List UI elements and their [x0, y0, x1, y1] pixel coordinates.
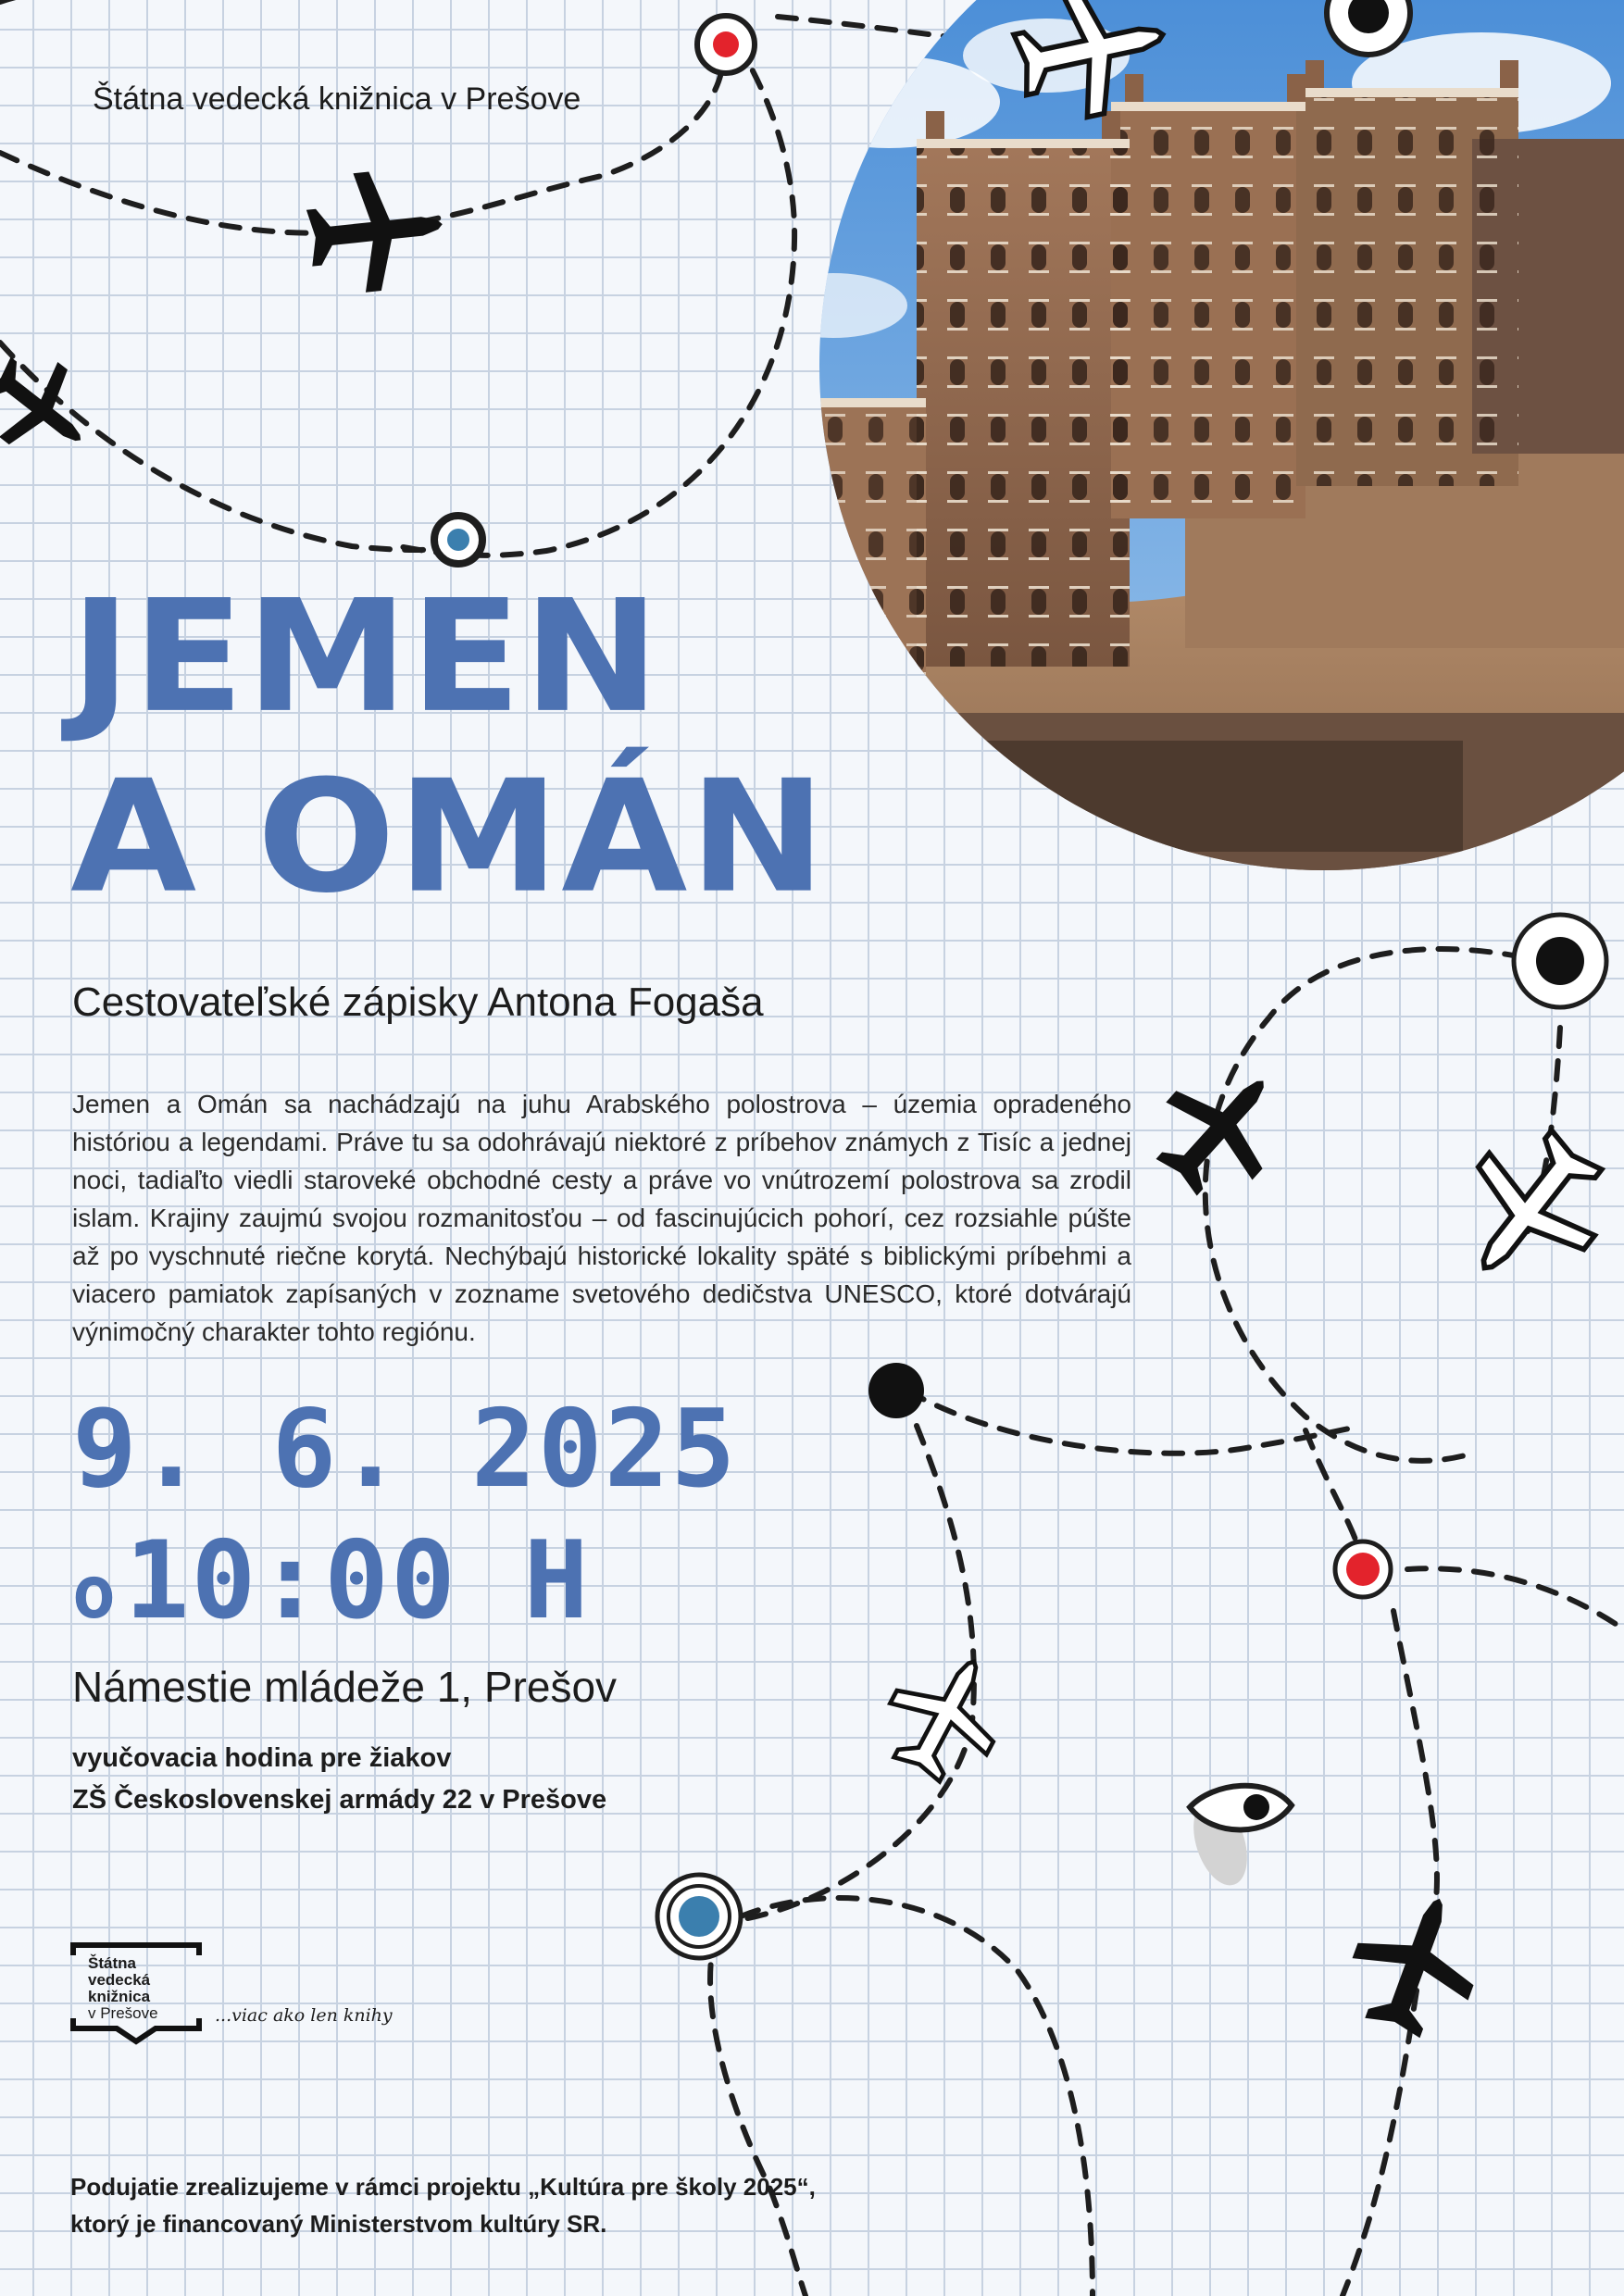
event-description: Jemen a Omán sa nachádzajú na juhu Arabského polostrova – územia opradeného históriou a legendami. Práve tu sa odohrávajú niektoré z príbehov známych z Tisíc a jednej noci, tadiaľto viedli staroveké obchodné cesty a práve vo vnútrozemí polostrova sa zrodil islam. Krajiny zaujmú svojou rozmanitosťou – od fascinujúcich pohorí, cez rozsiahle púšte až po vyschnuté riečne korytá. Nechýbajú historické lokality späté s biblickými príbehmi a viacero pamiatok zapísaných v zozname svetového dedičstva UNESCO, ktoré dotvárajú výnimočný charakter tohto regiónu. [72, 1090, 1131, 1346]
project-note-line-1: Podujatie zrealizujeme v rámci projektu „Kultúra pre školy 2025“, [70, 2173, 816, 2201]
pin-red-top [697, 16, 755, 73]
subtitle: Cestovateľské zápisky Antona Fogaša [72, 980, 764, 1025]
library-logo [88, 1955, 158, 2022]
logo-line-3: knižnica [88, 1988, 151, 2005]
pin-black-right [1514, 915, 1606, 1007]
pin-blue-upper [434, 516, 482, 564]
project-note [70, 2168, 816, 2242]
airplane-icon [1432, 1109, 1624, 1309]
logo-line-2: vedecká [88, 1971, 151, 1989]
page-title [70, 567, 828, 928]
pin-black-top [1327, 0, 1410, 55]
event-address: Námestie mládeže 1, Prešov [72, 1663, 618, 1711]
project-note-line-2: ktorý je financovaný Ministerstvom kultúry SR. [70, 2210, 607, 2238]
logo-slogan: ...viac ako len knihy [215, 2005, 393, 2026]
logo-line-4: v Prešove [88, 2004, 158, 2022]
time-value: 10:00 H [124, 1518, 591, 1643]
event-time [72, 1518, 590, 1643]
logo-line-1: Štátna [88, 1954, 136, 1972]
pin-red-lower [1335, 1541, 1391, 1597]
airplane-icon [0, 337, 110, 477]
event-audience [72, 1738, 606, 1821]
title-line-2: A OMÁN [70, 746, 828, 928]
airplane-icon [303, 165, 448, 298]
time-prefix: o [72, 1552, 116, 1635]
institution-name: Štátna vedecká knižnica v Prešove [93, 81, 581, 117]
audience-line-1: vyučovacia hodina pre žiakov [72, 1743, 452, 1773]
event-date: 9. 6. 2025 [72, 1387, 738, 1512]
pin-blue-lower [657, 1875, 741, 1958]
airplane-icon [868, 1636, 1022, 1795]
palace-photo [759, 0, 1624, 880]
airplane-icon [1133, 1042, 1306, 1217]
airplane-icon [1334, 1878, 1497, 2049]
pin-eye [1183, 1786, 1292, 1892]
pin-black-dot [868, 1363, 924, 1418]
title-line-1: JEMEN [70, 567, 662, 747]
audience-line-2: ZŠ Československej armády 22 v Prešove [72, 1785, 607, 1815]
